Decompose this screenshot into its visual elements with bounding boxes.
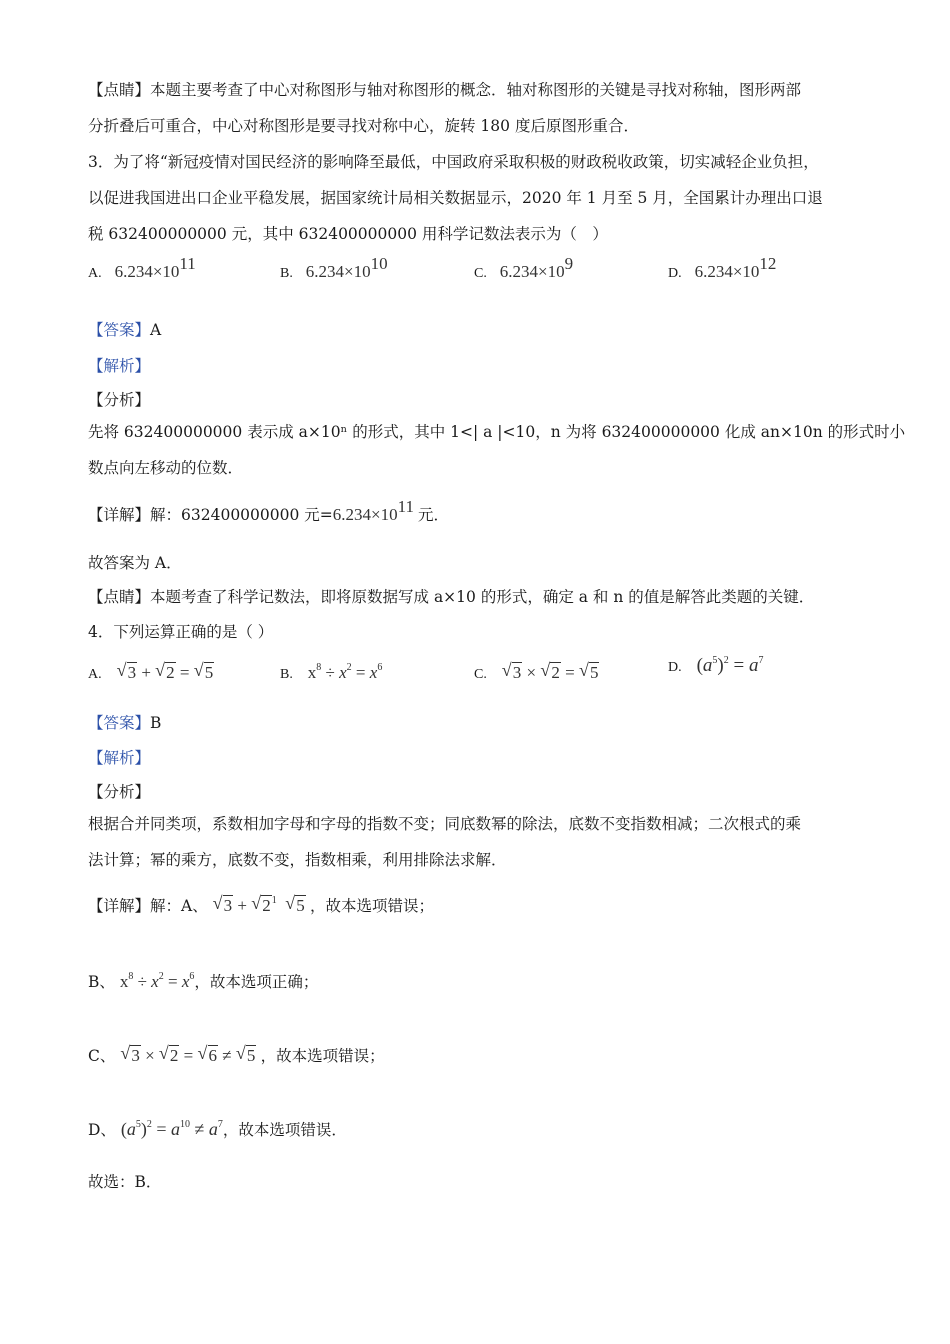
xiangjie-label: 【详解】 (88, 897, 151, 915)
q3-jiexi-label: 【解析】 (88, 357, 151, 375)
q3-stem-line1: 3．为了将“新冠疫情对国民经济的影响降至最低，中国政府采取积极的财政税收政策，切实减轻企业负担， (88, 153, 819, 171)
q3-stem-line3: 税 632400000000 元，其中 632400000000 用科学记数法表示为（ ） (88, 225, 608, 243)
q3-answer (88, 318, 868, 340)
q3-option-a: A. $6.234\times 10^{11}$ (88, 254, 196, 281)
q4-option-b: B. $x^8 \div x^2 = x^6$ (280, 662, 383, 682)
dianjing-text-line2: 分折叠后可重合，中心对称图形是要寻找对称中心，旋转 180 度后原图形重合． (88, 117, 639, 135)
question-4-stem: 4．下列运算正确的是（ ） (88, 623, 274, 641)
sqrt-icon: √ 5 (235, 1043, 256, 1065)
sqrt-icon: √ 3 (212, 893, 233, 915)
q4-options (88, 655, 868, 693)
q3-option-c: C. $6.234\times 10^9$ (474, 254, 574, 281)
q3-conclusion: 故答案为 A． (88, 554, 182, 572)
q4-fenxi-line1: 根据合并同类项，系数相加字母和字母的指数不变；同底数幂的除法，底数不变指数相减；二次根式的乘 (88, 815, 802, 833)
sqrt-icon: √ 5 (285, 893, 305, 915)
xiangjie-label: 【详解】 (88, 506, 151, 524)
sqrt-icon: √ 2 (251, 893, 271, 915)
q4-fenxi-label: 【分析】 (88, 783, 151, 801)
dianjing-label: 【点睛】 (88, 81, 151, 99)
q4-conclusion: 故选：B． (88, 1173, 162, 1191)
sqrt-icon: √ 5 (578, 660, 599, 682)
sqrt-icon: √ 2 (155, 660, 175, 682)
q3-stem-line2: 以促进我国进出口企业平稳发展，据国家统计局相关数据显示，2020 年 1 月至 5 月，全国累计办理出口退 (88, 189, 823, 207)
q3-fenxi-line2: 数点向左移动的位数． (88, 459, 244, 477)
q4-xiangjie-b: B、 $x^8 \div x^2 = x^6$，故本选项正确； (88, 971, 319, 991)
dianjing-label: 【点睛】 (88, 588, 151, 606)
q3-fenxi-line1: 先将 632400000000 表示成 a×10ⁿ 的形式，其中 1<| a |<10，n 为将 632400000000 化成 an×10n 的形式时小 (88, 423, 906, 441)
answer-value: A (150, 321, 162, 339)
q3-option-b: B. $6.234\times 10^{10}$ (280, 254, 388, 281)
q3-fenxi-paragraph (88, 422, 906, 478)
dianjing-text-line1: 本题主要考查了中心对称图形与轴对称图形的概念．轴对称图形的关键是寻找对称轴，图形两部 (150, 81, 802, 99)
q4-fenxi-paragraph (88, 814, 868, 870)
sqrt-icon: √ 3 (116, 660, 137, 682)
q4-xiangjie-c: C、 √ 3 × √ 2 = √ 6 ≠ √ 5 ，故本选项错误； (88, 1043, 385, 1065)
q3-option-d: D. $6.234\times 10^{12}$ (668, 254, 777, 281)
sqrt-icon: √ 2 (158, 1043, 179, 1065)
answer-value: B (150, 714, 162, 732)
sqrt-icon: √ 3 (120, 1043, 140, 1065)
q4-xiangjie-d: D、 $(a^5)^2 = a^{10} \ne a^7$，故本选项错误． (88, 1119, 347, 1139)
q3-xiangjie: 【详解】解：632400000000 元$=6.234\times 10^{11}$ 元． (88, 497, 450, 524)
sqrt-icon: √ 5 (193, 660, 214, 682)
q4-option-a: A. √ 3 + √ 2 = √ 5 (88, 660, 214, 682)
q3-fenxi-label: 【分析】 (88, 391, 151, 409)
answer-label: 【答案】 (88, 714, 151, 732)
q4-jiexi-label: 【解析】 (88, 749, 151, 767)
q4-fenxi-line2: 法计算；幂的乘方，底数不变，指数相乘，利用排除法求解． (88, 851, 507, 869)
q4-answer (88, 711, 868, 733)
q3-dianjing: 【点睛】本题考查了科学记数法，即将原数据写成 a×10 的形式，确定 a 和 n 的值是解答此类题的关键． (88, 588, 815, 606)
answer-label: 【答案】 (88, 321, 151, 339)
sqrt-icon: √ 2 (540, 660, 560, 682)
q4-option-c: C. √ 3 × √ 2 = √ 5 (474, 660, 599, 682)
q3-options (88, 254, 868, 292)
q4-option-d: D. $(a^5)^2 = a^7$ (668, 655, 764, 676)
question-3-stem (88, 152, 868, 244)
sqrt-icon: √ 3 (501, 660, 522, 682)
q4-xiangjie-a: 【详解】解：A、 √ 3 + √ $2^1$ √ 5 ，故本选项错误； (88, 893, 435, 915)
sqrt-icon: √ 6 (197, 1043, 217, 1065)
prev-dianjing-paragraph (88, 80, 868, 136)
